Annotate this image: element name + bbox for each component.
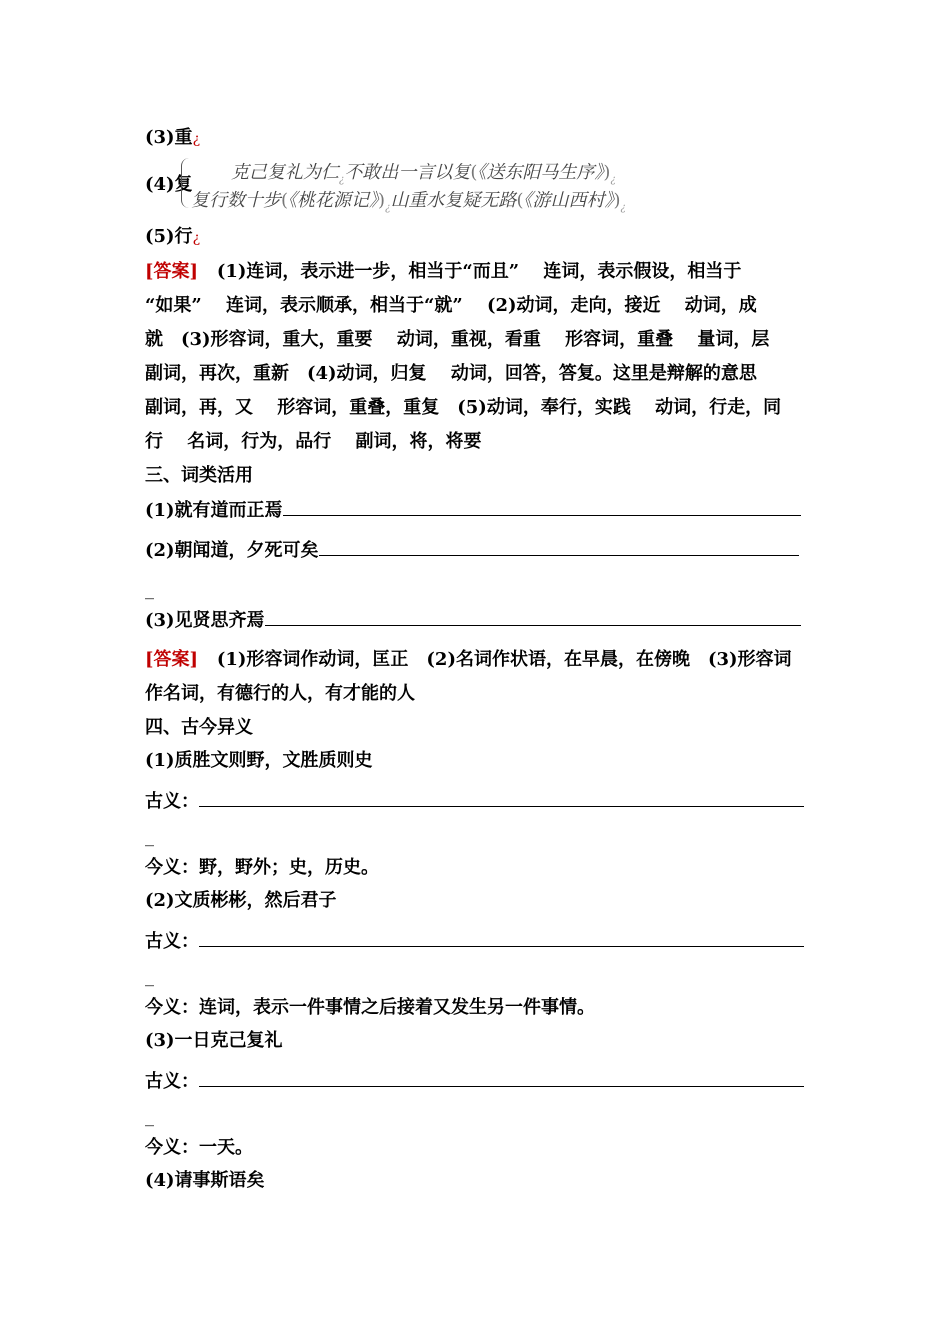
item4-row1: 克己复礼为仁$_¿$不敢出一言以复(《送东阳马生序》)$_¿$ <box>231 162 616 186</box>
item3-line <box>145 121 810 156</box>
item4-brace-block <box>145 156 705 212</box>
answer-text: 副词，再，又 形容词，重叠，重复 (5)动词，奉行，实践 动词，行走，同 <box>145 397 782 418</box>
answer-line <box>145 643 810 677</box>
item4-example: 不敢出一言以复 <box>344 162 471 183</box>
answer-tag: [答案] <box>145 649 199 670</box>
question-line: (2)文质彬彬，然后君子 <box>145 890 337 911</box>
question-line <box>145 603 810 638</box>
jin-yi-line: 今义：一天。 <box>145 1137 253 1158</box>
answer-text: “如果” 连词，表示顺承，相当于“就” (2)动词，走向，接近 动词，成 <box>145 295 757 316</box>
section-heading: 三、词类活用 <box>145 465 253 486</box>
trailing-mark: _ <box>145 826 154 847</box>
answer-line <box>145 677 810 711</box>
question-line <box>145 493 810 528</box>
question-line <box>145 533 810 568</box>
item4-example: 复行数十步 <box>191 190 281 211</box>
gu-yi-line <box>145 1064 810 1099</box>
answer-line <box>145 425 810 459</box>
answer-line <box>145 323 810 357</box>
gu-yi-label: 古义： <box>145 791 199 812</box>
gu-yi-line <box>145 924 810 959</box>
answer-line <box>145 391 810 425</box>
item4-source: 《游山西村》 <box>523 190 614 211</box>
question-line: (1)质胜文则野，文胜质则史 <box>145 750 373 771</box>
question-text: (3)见贤思齐焉 <box>145 610 265 631</box>
trailing-mark: _ <box>145 1106 154 1127</box>
section-heading: 四、古今异义 <box>145 717 253 738</box>
answer-blank[interactable] <box>199 784 804 807</box>
placeholder-mark: ¿ <box>192 230 201 246</box>
answer-line <box>145 255 810 289</box>
question-text: (1)就有道而正焉 <box>145 500 283 521</box>
answer-blank[interactable] <box>265 603 801 626</box>
answer-line <box>145 289 810 323</box>
question-text: (2)朝闻道，夕死可矣 <box>145 540 319 561</box>
answer-text: 就 (3)形容词，重大，重要 动词，重视，看重 形容词，重叠 量词，层 <box>145 329 770 350</box>
answer-blank[interactable] <box>199 1064 804 1087</box>
answer-text: (1)形容词作动词，匡正 (2)名词作状语，在早晨，在傍晚 (3)形容词 <box>216 649 792 670</box>
answer-text: (1)连词，表示进一步，相当于“而且” 连词，表示假设，相当于 <box>216 261 742 282</box>
item4-label: (4)复 <box>145 174 193 195</box>
question-line: (4)请事斯语矣 <box>145 1170 265 1191</box>
gu-yi-line <box>145 784 810 819</box>
item4-source: 《送东阳马生序》 <box>477 162 604 183</box>
item4-source: 《桃花源记》 <box>288 190 379 211</box>
item4-example: 克己复礼为仁 <box>231 162 339 183</box>
answer-blank[interactable] <box>283 493 801 516</box>
placeholder-mark: ¿ <box>192 131 201 147</box>
gu-yi-label: 古义： <box>145 931 199 952</box>
item4-row2: 复行数十步(《桃花源记》)$_¿$山重水复疑无路(《游山西村》)$_¿$ <box>191 190 626 214</box>
answer-text: 作名词，有德行的人，有才能的人 <box>145 683 415 704</box>
answer-line <box>145 357 810 391</box>
answer-text: 行 名词，行为，品行 副词，将，将要 <box>145 431 482 452</box>
answer-tag: [答案] <box>145 261 199 282</box>
item4-example: 山重水复疑无路 <box>390 190 517 211</box>
question-line: (3)一日克己复礼 <box>145 1030 283 1051</box>
jin-yi-line: 今义：连词，表示一件事情之后接着又发生另一件事情。 <box>145 997 595 1018</box>
trailing-mark: _ <box>145 966 154 987</box>
jin-yi-line: 今义：野，野外；史，历史。 <box>145 857 379 878</box>
item5-label: (5)行 <box>145 226 193 247</box>
item3-label: (3)重 <box>145 127 193 148</box>
trailing-mark: _ <box>145 579 154 600</box>
answer-blank[interactable] <box>199 924 804 947</box>
answer-blank[interactable] <box>319 533 799 556</box>
answer-text: 副词，再次，重新 (4)动词，归复 动词，回答，答复。这里是辩解的意思 <box>145 363 757 384</box>
item5-line <box>145 220 810 255</box>
gu-yi-label: 古义： <box>145 1071 199 1092</box>
